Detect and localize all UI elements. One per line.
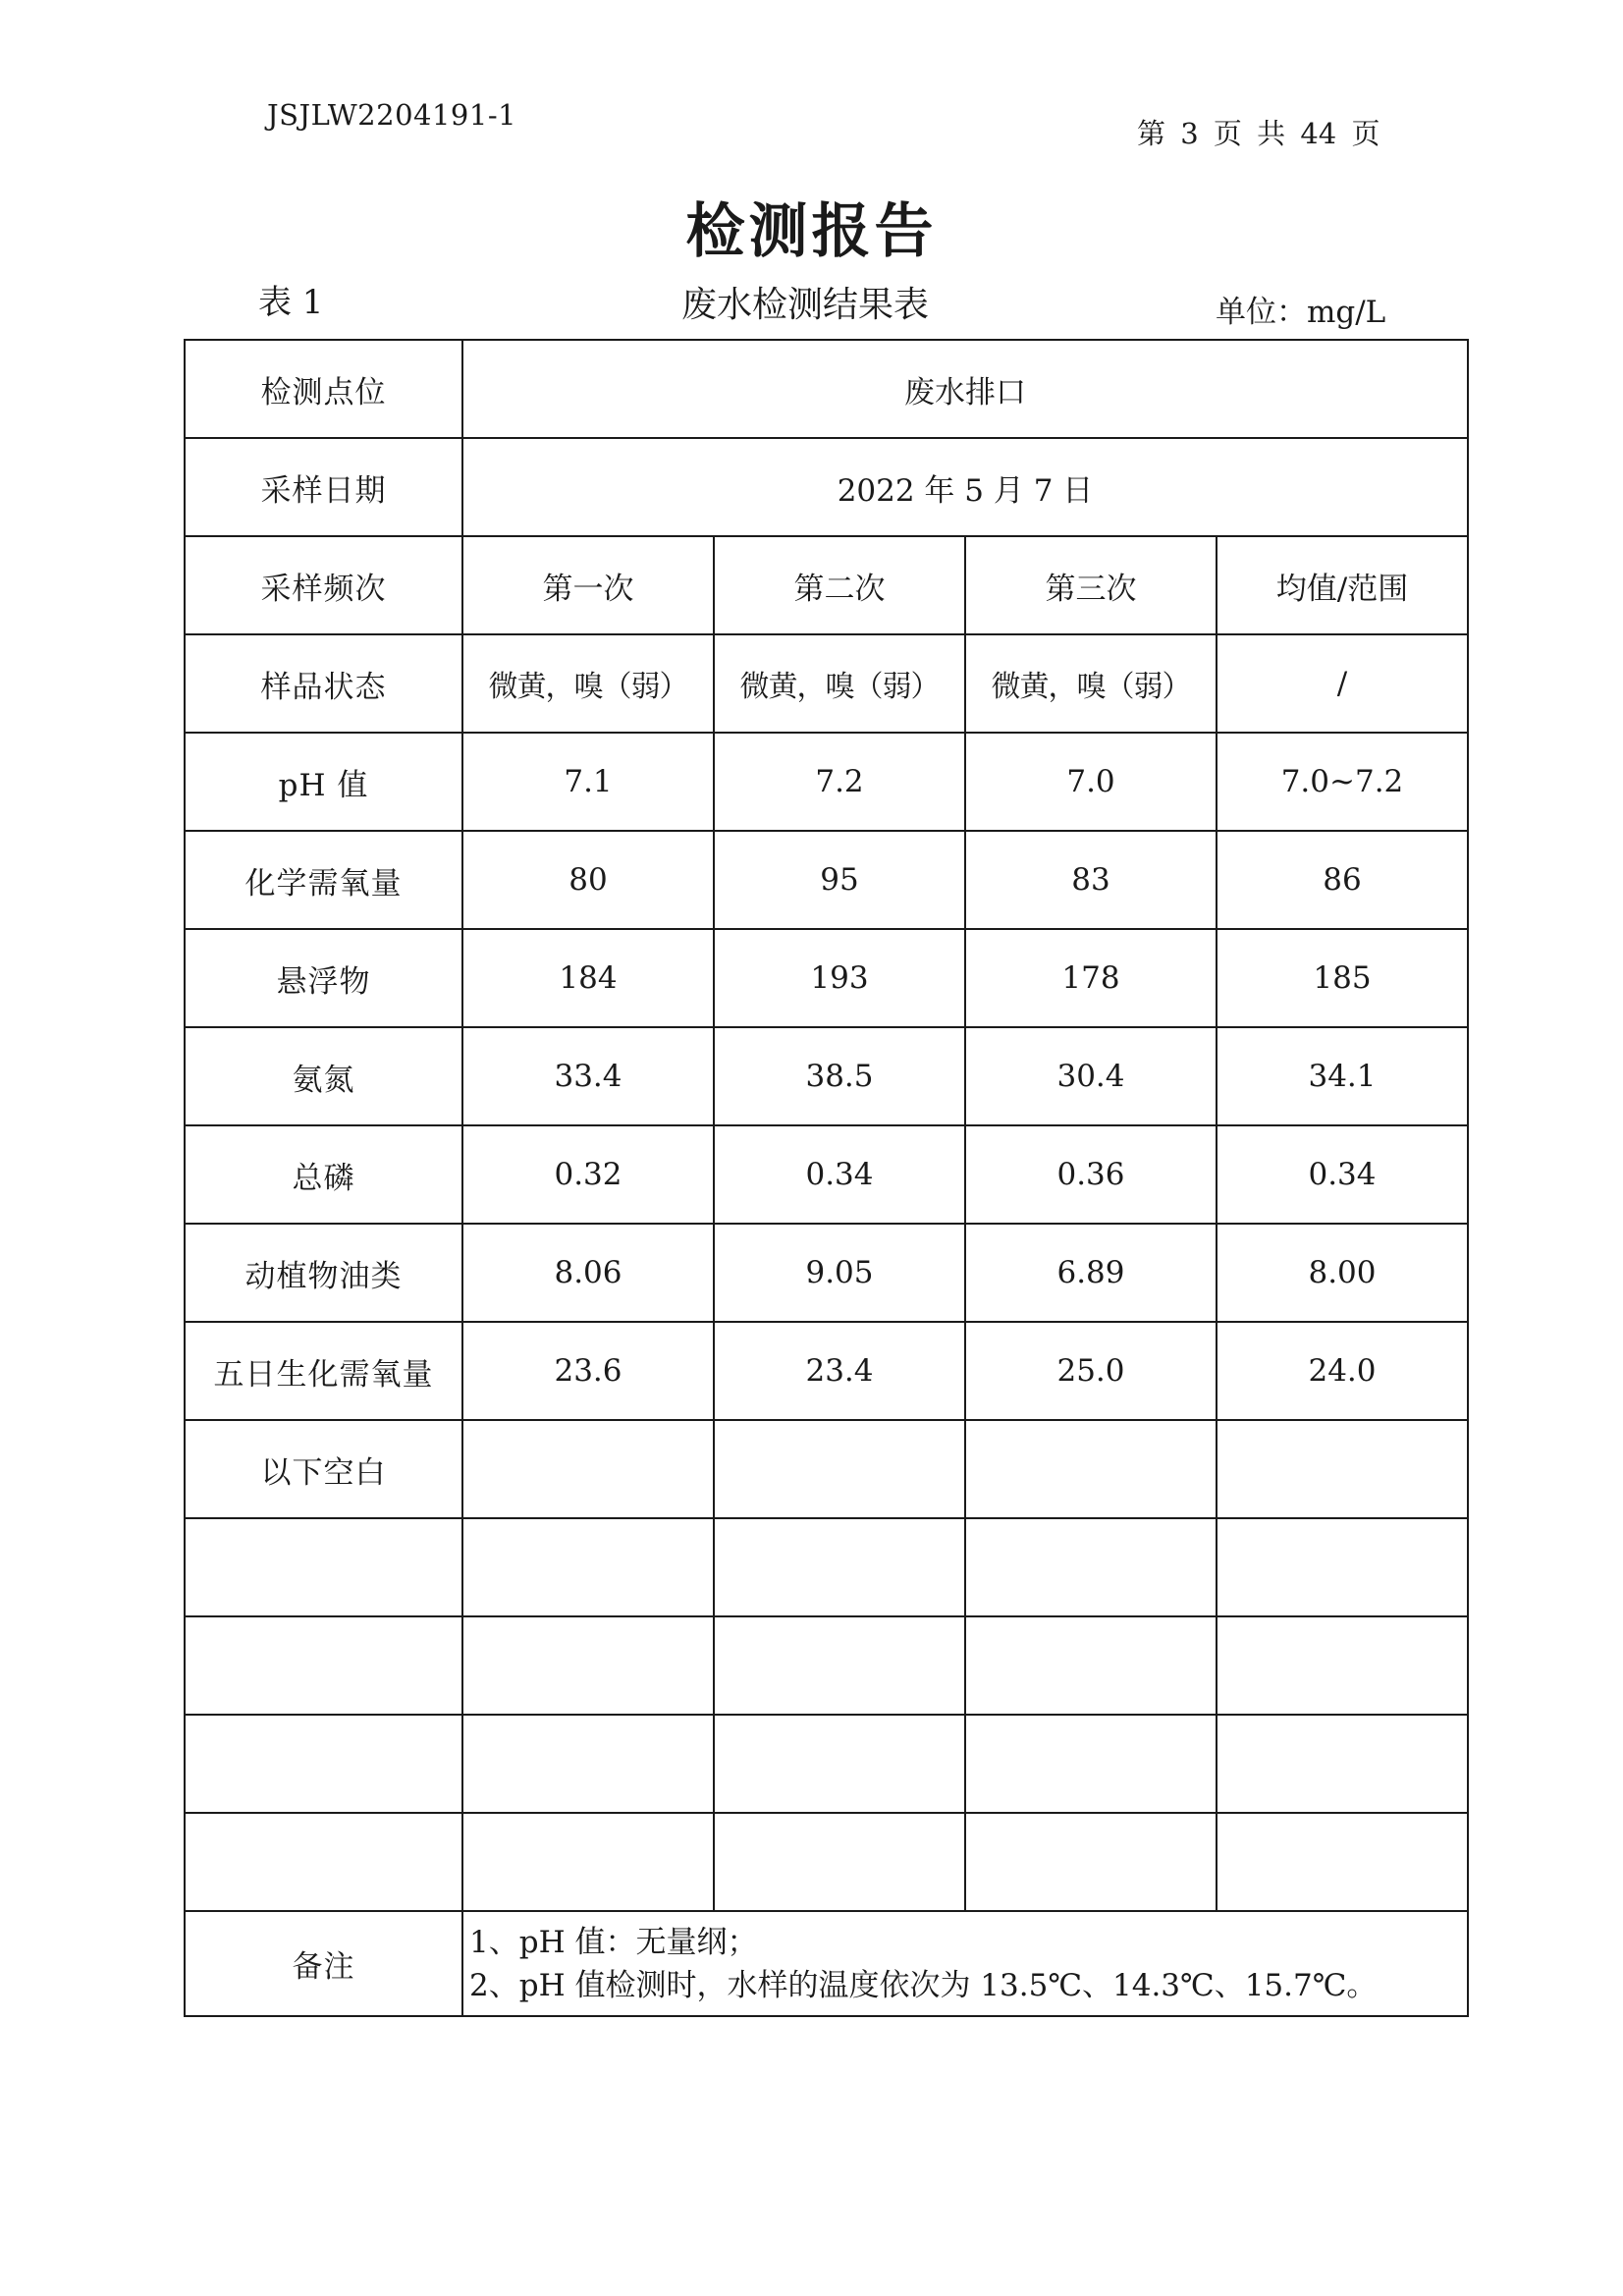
table-row bbox=[185, 1420, 1468, 1518]
value-cell: 7.2 bbox=[714, 733, 965, 831]
blank-label: 以下空白 bbox=[185, 1420, 462, 1518]
remarks-row bbox=[185, 1911, 1468, 2016]
value-cell: 33.4 bbox=[462, 1027, 714, 1125]
value-cell: 185 bbox=[1217, 929, 1468, 1027]
date-label: 采样日期 bbox=[185, 438, 462, 536]
table-row bbox=[185, 929, 1468, 1027]
table-row bbox=[185, 634, 1468, 733]
report-title: 检测报告 bbox=[685, 197, 938, 266]
table-caption: 废水检测结果表 bbox=[681, 285, 930, 325]
empty-cell bbox=[714, 1616, 965, 1715]
empty-cell bbox=[462, 1715, 714, 1813]
empty-cell bbox=[714, 1518, 965, 1616]
value-cell: 0.36 bbox=[965, 1125, 1217, 1224]
value-cell: 86 bbox=[1217, 831, 1468, 929]
empty-cell bbox=[1217, 1813, 1468, 1911]
remarks-label: 备注 bbox=[185, 1911, 462, 2016]
item-label: 悬浮物 bbox=[185, 929, 462, 1027]
value-cell: 38.5 bbox=[714, 1027, 965, 1125]
value-cell: 7.1 bbox=[462, 733, 714, 831]
value-cell: 6.89 bbox=[965, 1224, 1217, 1322]
table-row bbox=[185, 1322, 1468, 1420]
freq-col-1: 第一次 bbox=[462, 536, 714, 634]
value-cell: 7.0 bbox=[965, 733, 1217, 831]
empty-cell bbox=[714, 1715, 965, 1813]
remark-line: 2、pH 值检测时，水样的温度依次为 13.5℃、14.3℃、15.7℃。 bbox=[469, 1967, 1378, 2003]
date-value: 2022 年 5 月 7 日 bbox=[462, 438, 1468, 536]
value-cell: 0.34 bbox=[1217, 1125, 1468, 1224]
value-cell: 0.34 bbox=[714, 1125, 965, 1224]
empty-row bbox=[185, 1813, 1468, 1911]
item-label: 总磷 bbox=[185, 1125, 462, 1224]
empty-cell bbox=[714, 1420, 965, 1518]
empty-cell bbox=[462, 1616, 714, 1715]
value-cell: 0.32 bbox=[462, 1125, 714, 1224]
empty-cell bbox=[965, 1715, 1217, 1813]
item-label: 化学需氧量 bbox=[185, 831, 462, 929]
value-cell: 8.06 bbox=[462, 1224, 714, 1322]
item-label: 动植物油类 bbox=[185, 1224, 462, 1322]
table-row bbox=[185, 1125, 1468, 1224]
value-cell: 193 bbox=[714, 929, 965, 1027]
empty-cell bbox=[965, 1518, 1217, 1616]
freq-col-3: 第三次 bbox=[965, 536, 1217, 634]
table-row bbox=[185, 733, 1468, 831]
empty-cell bbox=[185, 1715, 462, 1813]
point-label: 检测点位 bbox=[185, 340, 462, 438]
empty-cell bbox=[1217, 1420, 1468, 1518]
state-label: 样品状态 bbox=[185, 634, 462, 733]
table-row bbox=[185, 340, 1468, 438]
item-label: pH 值 bbox=[185, 733, 462, 831]
value-cell: 9.05 bbox=[714, 1224, 965, 1322]
empty-cell bbox=[965, 1616, 1217, 1715]
empty-row bbox=[185, 1715, 1468, 1813]
table-row bbox=[185, 1224, 1468, 1322]
empty-cell bbox=[1217, 1518, 1468, 1616]
empty-cell bbox=[714, 1813, 965, 1911]
freq-col-2: 第二次 bbox=[714, 536, 965, 634]
value-cell: 8.00 bbox=[1217, 1224, 1468, 1322]
table-row bbox=[185, 438, 1468, 536]
item-label: 氨氮 bbox=[185, 1027, 462, 1125]
table-row bbox=[185, 536, 1468, 634]
value-cell: 23.4 bbox=[714, 1322, 965, 1420]
page-number: 第 3 页 共 44 页 bbox=[1137, 117, 1380, 150]
point-value: 废水排口 bbox=[462, 340, 1468, 438]
value-cell: 178 bbox=[965, 929, 1217, 1027]
empty-cell bbox=[965, 1420, 1217, 1518]
value-cell: 24.0 bbox=[1217, 1322, 1468, 1420]
state-cell: / bbox=[1217, 634, 1468, 733]
empty-cell bbox=[185, 1518, 462, 1616]
remarks-notes bbox=[462, 1911, 1468, 2016]
item-label: 五日生化需氧量 bbox=[185, 1322, 462, 1420]
empty-cell bbox=[185, 1813, 462, 1911]
empty-cell bbox=[965, 1813, 1217, 1911]
freq-label: 采样频次 bbox=[185, 536, 462, 634]
table-number: 表 1 bbox=[258, 283, 324, 322]
empty-cell bbox=[185, 1616, 462, 1715]
empty-cell bbox=[462, 1518, 714, 1616]
value-cell: 34.1 bbox=[1217, 1027, 1468, 1125]
table-row bbox=[185, 1027, 1468, 1125]
empty-cell bbox=[1217, 1715, 1468, 1813]
state-cell: 微黄，嗅（弱） bbox=[965, 634, 1217, 733]
value-cell: 25.0 bbox=[965, 1322, 1217, 1420]
results-table bbox=[184, 339, 1469, 2017]
value-cell: 80 bbox=[462, 831, 714, 929]
value-cell: 30.4 bbox=[965, 1027, 1217, 1125]
value-cell: 184 bbox=[462, 929, 714, 1027]
report-id: JSJLW2204191-1 bbox=[267, 98, 517, 132]
value-cell: 95 bbox=[714, 831, 965, 929]
empty-cell bbox=[462, 1420, 714, 1518]
table-row bbox=[185, 831, 1468, 929]
value-cell: 23.6 bbox=[462, 1322, 714, 1420]
state-cell: 微黄，嗅（弱） bbox=[462, 634, 714, 733]
empty-row bbox=[185, 1518, 1468, 1616]
state-cell: 微黄，嗅（弱） bbox=[714, 634, 965, 733]
empty-cell bbox=[1217, 1616, 1468, 1715]
value-cell: 83 bbox=[965, 831, 1217, 929]
freq-col-4: 均值/范围 bbox=[1217, 536, 1468, 634]
empty-row bbox=[185, 1616, 1468, 1715]
empty-cell bbox=[462, 1813, 714, 1911]
unit-label: 单位：mg/L bbox=[1216, 295, 1386, 330]
value-cell: 7.0~7.2 bbox=[1217, 733, 1468, 831]
remark-line: 1、pH 值：无量纲； bbox=[469, 1924, 758, 1960]
